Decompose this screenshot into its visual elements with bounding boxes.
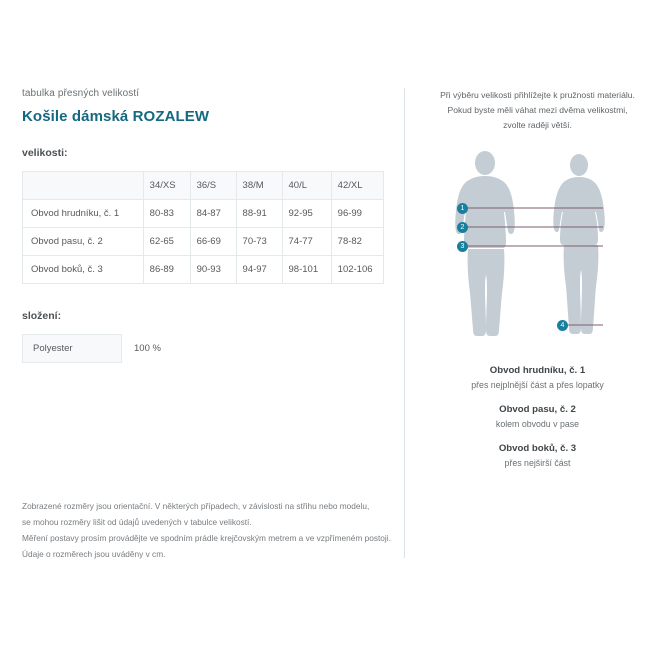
intro-text xyxy=(427,88,648,133)
cell-hips-40l: 98-101 xyxy=(282,256,331,284)
page-subtitle: tabulka přesných velikostí xyxy=(22,88,140,99)
composition-material: Polyester xyxy=(23,335,122,363)
composition-percent: 100 % xyxy=(134,343,161,354)
cell-hips-36s: 90-93 xyxy=(190,256,236,284)
intro-line-1: Při výběru velikosti přihlížejte k pružnosti materiálu. xyxy=(440,90,635,100)
row-label-waist: Obvod pasu, č. 2 xyxy=(23,228,144,256)
size-table-head xyxy=(23,172,384,200)
intro-line-2: Pokud byste měli váhat mezi dvěma velikostmi, xyxy=(447,105,628,115)
column-header-blank xyxy=(23,172,144,200)
footnote-line-4: Údaje o rozměrech jsou uváděny v cm. xyxy=(22,549,166,559)
intro-line-3: zvolte raději větší. xyxy=(503,120,572,130)
cell-waist-34xs: 62-65 xyxy=(143,228,190,256)
left-column xyxy=(0,88,404,558)
female-silhouette xyxy=(553,154,605,334)
footnote xyxy=(22,498,392,562)
body-figure xyxy=(427,147,648,347)
footnote-line-2: se mohou rozměry lišit od údajů uvedených v tabulce velikostí. xyxy=(22,517,252,527)
column-header-38m: 38/M xyxy=(236,172,282,200)
composition-table xyxy=(22,334,171,363)
cell-chest-34xs: 80-83 xyxy=(143,200,190,228)
cell-chest-42xl: 96-99 xyxy=(331,200,383,228)
composition-label: složení: xyxy=(22,310,62,322)
badge-1: 1 xyxy=(457,203,468,214)
cell-chest-40l: 92-95 xyxy=(282,200,331,228)
badge-3: 3 xyxy=(457,241,468,252)
footnote-line-1: Zobrazené rozměry jsou orientační. V některých případech, v závislosti na střihu nebo modelu, xyxy=(22,501,370,511)
measure-name-hips: Obvod boků, č. 3 xyxy=(498,443,577,454)
table-row xyxy=(23,228,384,256)
page-title: Košile dámská ROZALEW xyxy=(22,108,210,125)
content-area xyxy=(0,88,670,558)
measure-desc-chest: přes nejplnější část a přes lopatky xyxy=(471,380,604,390)
measure-desc-waist: kolem obvodu v pase xyxy=(495,419,580,429)
footnote-line-3: Měření postavy prosím provádějte ve spodním prádle krejčovským metrem a ve vzpřímeném postoji. xyxy=(22,533,391,543)
table-header-row xyxy=(23,172,384,200)
column-header-36s: 36/S xyxy=(190,172,236,200)
column-header-34xs: 34/XS xyxy=(143,172,190,200)
size-table xyxy=(22,171,384,284)
cell-hips-34xs: 86-89 xyxy=(143,256,190,284)
cell-chest-36s: 84-87 xyxy=(190,200,236,228)
list-item xyxy=(427,404,648,429)
cell-waist-42xl: 78-82 xyxy=(331,228,383,256)
measure-name-chest: Obvod hrudníku, č. 1 xyxy=(489,365,586,376)
table-row xyxy=(23,200,384,228)
table-row xyxy=(23,256,384,284)
badge-2: 2 xyxy=(457,222,468,233)
list-item xyxy=(427,443,648,468)
column-header-40l: 40/L xyxy=(282,172,331,200)
cell-waist-38m: 70-73 xyxy=(236,228,282,256)
right-column xyxy=(404,88,670,558)
column-header-42xl: 42/XL xyxy=(331,172,383,200)
list-item xyxy=(427,365,648,390)
composition-section xyxy=(22,310,384,363)
cell-waist-40l: 74-77 xyxy=(282,228,331,256)
measure-name-waist: Obvod pasu, č. 2 xyxy=(499,404,576,415)
measure-desc-hips: přes nejširší část xyxy=(504,458,571,468)
cell-hips-42xl: 102-106 xyxy=(331,256,383,284)
cell-chest-38m: 88-91 xyxy=(236,200,282,228)
row-label-chest: Obvod hrudníku, č. 1 xyxy=(23,200,144,228)
cell-hips-38m: 94-97 xyxy=(236,256,282,284)
sizes-label: velikosti: xyxy=(22,147,68,159)
cell-waist-36s: 66-69 xyxy=(190,228,236,256)
badge-4: 4 xyxy=(557,320,568,331)
row-label-hips: Obvod boků, č. 3 xyxy=(23,256,144,284)
measure-list xyxy=(427,365,648,468)
size-table-body xyxy=(23,200,384,284)
table-row xyxy=(23,335,171,363)
